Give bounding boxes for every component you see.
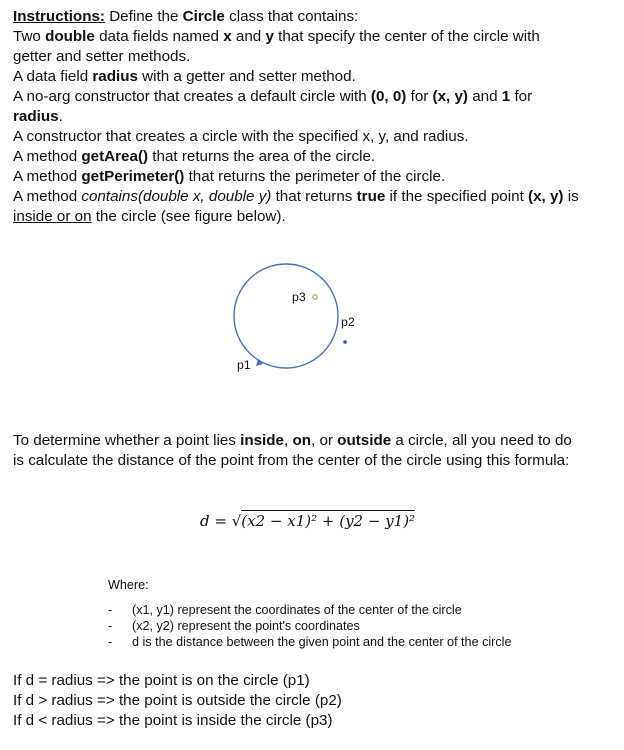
instructions-line-3: getter and setter methods. (13, 48, 191, 65)
instructions-line-2: Two double data fields named x and y that specify the center of the circle with (13, 28, 540, 45)
instructions-line-4: A data field radius with a getter and setter method. (13, 68, 356, 85)
instructions-line-5: A no-arg constructor that creates a default circle with (0, 0) for (x, y) and 1 for (13, 88, 533, 105)
rule-outside-circle: If d > radius => the point is outside the circle (p2) (13, 692, 342, 709)
instructions-line-8: A method getArea() that returns the area of the circle. (13, 148, 376, 165)
instructions-line-9: A method getPerimeter() that returns the perimeter of the circle. (13, 168, 446, 185)
formula-radicand: (x2 − x1)² + (y2 − y1)² (241, 512, 416, 530)
list-item: - (x1, y1) represent the coordinates of the center of the circle (108, 603, 462, 617)
instructions-line-7: A constructor that creates a circle with the specified x, y, and radius. (13, 128, 469, 145)
determine-line-2: is calculate the distance of the point from the center of the circle using this formula: (13, 452, 570, 469)
sqrt-symbol: √ (231, 512, 242, 530)
instructions-line-10: A method contains(double x, double y) that returns true if the specified point (x, y) is (13, 188, 579, 205)
instructions-line-1: Instructions: Define the Circle class that contains: (13, 8, 359, 25)
where-label: Where: (108, 578, 149, 592)
point-p2-marker (343, 340, 347, 344)
rule-on-circle: If d = radius => the point is on the circle (p1) (13, 672, 310, 689)
list-item: - (x2, y2) represent the point's coordinates (108, 619, 360, 633)
label-p2: p2 (341, 315, 355, 329)
instructions-line-6: radius. (13, 108, 63, 125)
circle-outline (234, 264, 338, 368)
instructions-line-11: inside or on the circle (see figure below). (13, 208, 286, 225)
point-p3-marker (313, 295, 317, 299)
label-p3: p3 (292, 290, 306, 304)
instructions-label: Instructions: (13, 8, 105, 25)
determine-line-1: To determine whether a point lies inside, on, or outside a circle, all you need to do (13, 432, 572, 449)
label-p1: p1 (237, 358, 251, 372)
rule-inside-circle: If d < radius => the point is inside the circle (p3) (13, 712, 333, 729)
list-item: - d is the distance between the given point and the center of the circle (108, 635, 512, 649)
distance-formula: d = √(x2 − x1)² + (y2 − y1)² (200, 512, 416, 530)
